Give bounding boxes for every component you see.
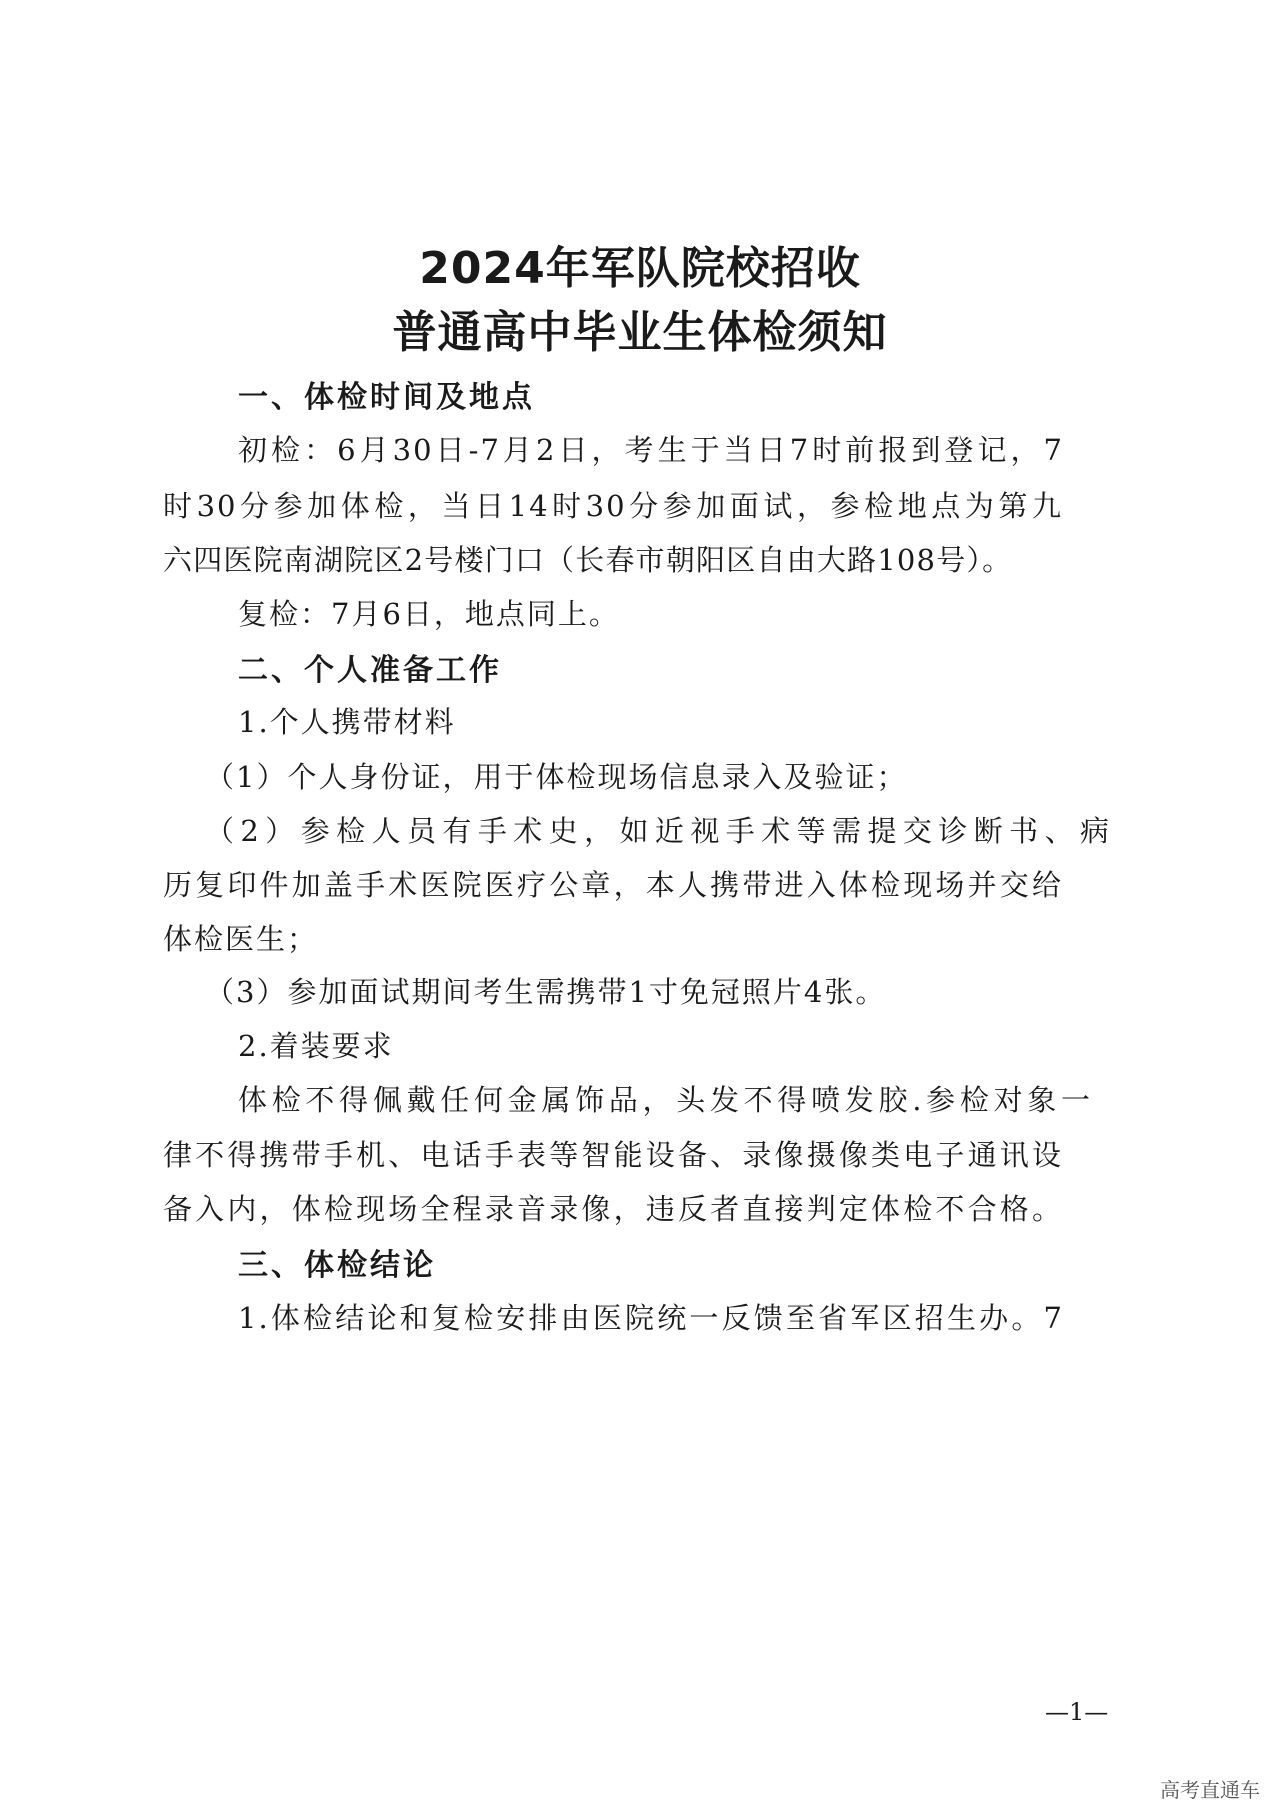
page-number: —1—	[1045, 1698, 1109, 1726]
list-item: （2）参检人员有手术史，如近视手术等需提交诊断书、病	[205, 814, 1111, 848]
paragraph-line: 体检医生；	[163, 922, 319, 956]
subsection-heading: 1.个人携带材料	[238, 705, 456, 739]
paragraph-line: 律不得携带手机、电话手表等智能设备、录像摄像类电子通讯设	[163, 1138, 1063, 1172]
paragraph-line: 复检：7月6日，地点同上。	[238, 597, 620, 631]
list-item: （1）个人身份证，用于体检现场信息录入及验证；	[205, 760, 908, 794]
section-2-heading: 二、个人准备工作	[238, 653, 502, 688]
paragraph-line: 历复印件加盖手术医院医疗公章，本人携带进入体检现场并交给	[163, 868, 1063, 902]
document-title-line-2: 普通高中毕业生体检须知	[392, 307, 888, 358]
paragraph-line: 六四医院南湖院区2号楼门口（长春市朝阳区自由大路108号）。	[163, 543, 1013, 577]
paragraph-line: 1.体检结论和复检安排由医院统一反馈至省军区招生办。7	[238, 1301, 1064, 1335]
paragraph-line: 时30分参加体检，当日14时30分参加面试，参检地点为第九	[163, 489, 1063, 523]
paragraph-line: 备入内，体检现场全程录音录像，违反者直接判定体检不合格。	[163, 1192, 1063, 1226]
document-title-line-1: 2024年军队院校招收	[419, 243, 861, 294]
watermark: 高考直通车	[1160, 1778, 1260, 1802]
section-1-heading: 一、体检时间及地点	[238, 380, 535, 415]
section-3-heading: 三、体检结论	[238, 1248, 436, 1283]
list-item: （3）参加面试期间考生需携带1寸免冠照片4张。	[205, 975, 887, 1009]
paragraph-line: 初检：6月30日-7月2日，考生于当日7时前报到登记，7	[238, 433, 1064, 467]
paragraph-line: 体检不得佩戴任何金属饰品，头发不得喷发胶.参检对象一	[238, 1083, 1092, 1117]
subsection-heading: 2.着装要求	[238, 1029, 394, 1063]
